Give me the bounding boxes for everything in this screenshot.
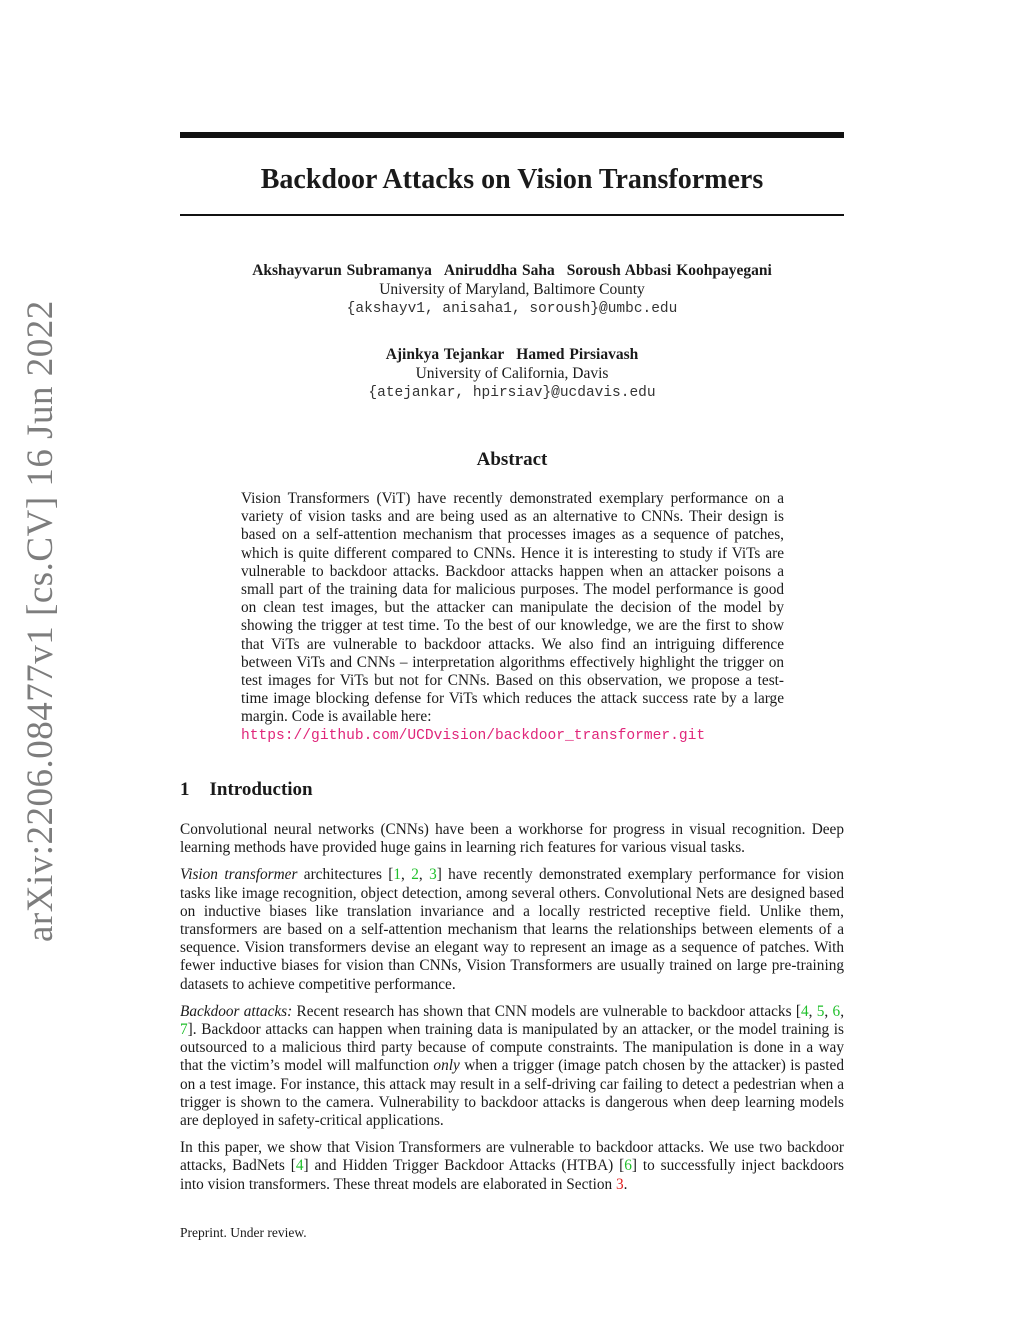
text-run: .: [623, 1175, 628, 1193]
author-name: Ajinkya Tejankar: [385, 346, 505, 363]
email-addresses: {atejankar, hpirsiav}@ucdavis.edu: [368, 385, 656, 401]
author-names: [180, 262, 844, 280]
title-top-rule: [180, 132, 844, 138]
citation-link[interactable]: 3: [429, 866, 437, 884]
text-run: In this paper, we show that Vision Transformers are vulnerable to backdoor attacks. We use two backdoor attacks, BadNets [: [180, 1139, 844, 1175]
text-run: ] and Hidden Trigger Backdoor Attacks (HTBA) [: [303, 1157, 625, 1175]
italic-lead: Vision transformer: [180, 866, 298, 884]
abstract-body: [241, 490, 784, 745]
abstract-heading: Abstract: [476, 449, 548, 470]
author-group-1: [180, 262, 844, 319]
affiliation: University of Maryland, Baltimore County: [379, 281, 645, 298]
citation-link[interactable]: 7: [180, 1021, 188, 1039]
citation-link[interactable]: 4: [800, 1002, 809, 1020]
citation-link[interactable]: 1: [393, 866, 402, 884]
author-group-2: [180, 346, 844, 403]
title-bottom-rule: [180, 214, 844, 216]
section-reference-link[interactable]: 3: [615, 1175, 624, 1193]
text-run: architectures [: [297, 866, 394, 884]
citation-link[interactable]: 6: [832, 1002, 841, 1020]
email-addresses: {akshayv1, anisaha1, soroush}@umbc.edu: [346, 301, 678, 317]
text-run: when a trigger (image patch chosen by the attacker) is pasted on a test image. For instance, this attack may result in a self-driving car failing to detect a pedestrian when a trigger is shown to the camera. Vulnerability to backdoor attacks is dangerous when deep learning models are deployed in safety-critical applications.: [180, 1057, 844, 1130]
paragraph-1: Convolutional neural networks (CNNs) have been a workhorse for progress in visual recognition. Deep learning methods have provided huge gains in learning rich features for various visual tasks.: [180, 821, 844, 857]
arxiv-identifier: arXiv:2206.08477v1 [cs.CV] 16 Jun 2022: [20, 300, 61, 942]
abstract-text: Vision Transformers (ViT) have recently demonstrated exemplary performance on a variety of vision tasks and are being used as an alternative to CNNs. Their design is based on a self-attention mechanism that processes images as a sequence of patches, which is quite different compared to CNNs. Hence it is interesting to study if ViTs are vulnerable to backdoor attacks. Backdoor attacks happen when an attacker poisons a small part of the training data for malicious purposes. The model performance is good on clean test images, but the attacker can manipulate the decision of the model by showing the trigger at test time. To the best of our knowledge, we are the first to show that ViTs are vulnerable to backdoor attacks. We also find an intriguing difference between ViTs and CNNs – interpretation algorithms effectively highlight the trigger on test images for ViTs but not for CNNs. Based on this observation, we propose a test-time image blocking defense for ViTs which reduces the attack success rate by a large margin. Code is available here:: [241, 490, 784, 726]
paper-title: Backdoor Attacks on Vision Transformers: [260, 164, 764, 195]
paragraph-4: [180, 1139, 844, 1194]
citation-link[interactable]: 4: [295, 1157, 304, 1175]
author-name: Akshayvarun Subramanya: [252, 262, 432, 279]
author-name: Aniruddha Saha: [443, 262, 555, 279]
paragraph-3: Backdoor attacks: Recent research has shown that CNN models are vulnerable to backdoor attacks [4, 5, 6, 7]. Backdoor attacks can happen when training data is manipulated by an attacker, or the model training is outsourced to a malicious third party because of compute constraints. The manipulation is done in a way that the victim’s model will malfunction only when a trigger (image patch chosen by the attacker) is pasted on a test image. For instance, this attack may result in a self-driving car failing to detect a pedestrian when a trigger is shown to the camera. Vulnerability to backdoor attacks is dangerous when deep learning models are deployed in safety-critical applications.: [180, 1002, 845, 1130]
author-names: [180, 346, 844, 364]
citation-link[interactable]: 5: [816, 1002, 825, 1020]
citation-link[interactable]: 6: [624, 1157, 632, 1175]
code-link[interactable]: https://github.com/UCDvision/backdoor_transformer.git: [241, 727, 706, 744]
italic-word: only: [433, 1057, 460, 1075]
footer-note: Preprint. Under review.: [180, 1225, 307, 1240]
text-run: ] have recently demonstrated exemplary performance for vision tasks like image recognition, object detection, among several others. Convolutional Nets are designed based on inductive biases like translation invariance and a locally restricted receptive field. Unlike them, transformers are based on a self-attention mechanism that learns the relationships between elements of a sequence. Vision transformers devise an elegant way to represent an image as a sequence of patches. With fewer inductive biases for vision than CNNs, Vision Transformers are usually trained on large pre-training datasets to achieve competitive performance.: [180, 866, 844, 993]
section-title: Introduction: [209, 779, 313, 800]
section-heading: [180, 779, 313, 801]
section-body: [180, 821, 844, 1203]
text-run: ]. Backdoor attacks can happen when training data is manipulated by an attacker, or the model training is outsourced to a malicious third party because of compute constraints. The manipulation is done in a way that the victim’s model will malfunction: [180, 1021, 844, 1075]
author-name: Hamed Pirsiavash: [516, 346, 639, 363]
text-run: Recent research has shown that CNN models are vulnerable to backdoor attacks [: [292, 1002, 801, 1020]
section-number: 1: [180, 779, 190, 800]
paragraph-2: Vision transformer architectures [1, 2, 3] have recently demonstrated exemplary performance for vision tasks like image recognition, object detection, among several others. Convolutional Nets are designed based on inductive biases like translation invariance and a locally restricted receptive field. Unlike them, transformers are based on a self-attention mechanism that learns the relationships between elements of a sequence. Vision transformers devise an elegant way to represent an image as a sequence of patches. With fewer inductive biases for vision than CNNs, Vision Transformers are usually trained on large pre-training datasets to achieve competitive performance.: [180, 866, 844, 993]
author-name: Soroush Abbasi Koohpayegani: [566, 262, 772, 279]
affiliation: University of California, Davis: [415, 365, 609, 382]
italic-lead: Backdoor attacks:: [180, 1002, 293, 1020]
citation-link[interactable]: 2: [411, 866, 419, 884]
text-run: ] to successfully inject backdoors into vision transformers. These threat models are elaborated in Section: [180, 1157, 845, 1193]
